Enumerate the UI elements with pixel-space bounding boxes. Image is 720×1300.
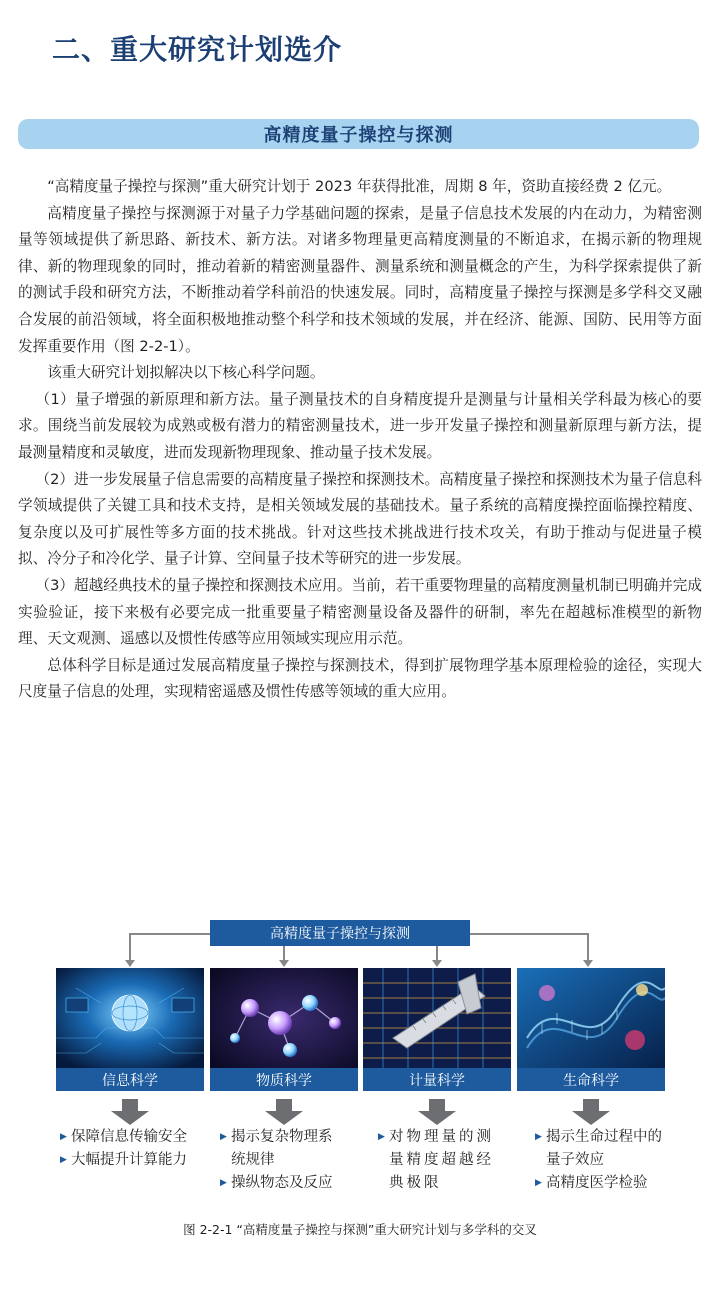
down-arrow-icon <box>418 1099 456 1125</box>
down-arrow-icon <box>111 1099 149 1125</box>
arrowhead-icon <box>432 960 442 967</box>
connector-vertical <box>436 946 438 961</box>
bullet-list-information-science <box>60 1126 220 1172</box>
list-item: ▶ 对物理量的测量精度超越经典极限 <box>378 1126 500 1195</box>
connector-vertical <box>283 946 285 961</box>
triangle-bullet-icon: ▶ <box>378 1132 385 1142</box>
paragraph-background: 高精度量子操控与探测源于对量子力学基础问题的探索，是量子信息技术发展的内在动力，为精密测量等领域提供了新思路、新技术、新方法。对诸多物理量更高精度测量的不断追求，在揭示新的物理规律、新的物理现象的同时，推动着新的精密测量器件、测量系统和测量概念的产生，为科学探索提供了新的测试手段和研究方法，不断推动着学科前沿的快速发展。同时，高精度量子操控与探测是多学科交叉融合发展的前沿领域，将全面积极地推动整个科学和技术领域的发展，并在经济、能源、国防、民用等方面发挥重要作用（图 2-2-1）。 <box>18 204 702 355</box>
list-item: ▶ 揭示复杂物理系统规律 <box>220 1126 344 1172</box>
paragraph-question-3: （3）超越经典技术的量子操控和探测技术应用。当前，若干重要物理量的高精度测量机制已明确并完成实验验证，接下来极有必要完成一批重要量子精密测量设备及器件的研制，率先在超越标准模型的新物理、天文观测、遥感以及惯性传感等应用领域实现应用示范。 <box>18 576 702 648</box>
paragraph-core-questions: 该重大研究计划拟解决以下核心科学问题。 <box>47 364 325 382</box>
panel-life-science <box>517 968 665 1091</box>
bullet-list-material-science <box>220 1126 344 1195</box>
triangle-bullet-icon: ▶ <box>220 1178 227 1188</box>
arrowhead-icon <box>279 960 289 967</box>
bullet-list-metrology-science <box>378 1126 500 1195</box>
panel-material-science <box>210 968 358 1091</box>
metrology-science-image <box>363 968 511 1068</box>
paragraph-intro: “高精度量子操控与探测”重大研究计划于 2023 年获得批准，周期 8 年，资助直接经费 2 亿元。 <box>47 178 672 195</box>
section-title: 高精度量子操控与探测 <box>263 125 454 146</box>
connector-vertical <box>587 933 589 961</box>
triangle-bullet-icon: ▶ <box>60 1155 67 1165</box>
down-arrow-icon <box>265 1099 303 1125</box>
panel-label: 生命科学 <box>517 1068 665 1091</box>
triangle-bullet-icon: ▶ <box>220 1132 227 1142</box>
list-item: ▶ 大幅提升计算能力 <box>60 1149 220 1172</box>
list-item: ▶ 保障信息传输安全 <box>60 1126 220 1149</box>
section-header-bar <box>18 119 699 149</box>
list-item: ▶ 揭示生命过程中的量子效应 <box>535 1126 667 1172</box>
panel-information-science <box>56 968 204 1091</box>
paragraph-goal: 总体科学目标是通过发展高精度量子操控与探测技术，得到扩展物理学基本原理检验的途径，实现大尺度量子信息的处理，实现精密遥感及惯性传感等领域的重大应用。 <box>18 656 702 701</box>
connector-vertical <box>129 933 131 961</box>
triangle-bullet-icon: ▶ <box>60 1132 67 1142</box>
down-arrow-icon <box>572 1099 610 1125</box>
connector-horizontal <box>129 933 210 935</box>
triangle-bullet-icon: ▶ <box>535 1132 542 1142</box>
figure-caption: 图 2-2-1 “高精度量子操控与探测”重大研究计划与多学科的交叉 <box>183 1222 537 1237</box>
paragraph-question-1: （1）量子增强的新原理和新方法。量子测量技术的自身精度提升是测量与计量相关学科最为核心的要求。围绕当前发展较为成熟或极有潜力的精密测量技术，进一步开发量子操控和测量新原理与新方法，提最测量精度和灵敏度，进而发现新物理现象、推动量子技术发展。 <box>18 390 702 461</box>
body-text <box>18 174 702 706</box>
bullet-list-life-science <box>535 1126 667 1195</box>
arrowhead-icon <box>125 960 135 967</box>
panel-label: 物质科学 <box>210 1068 358 1091</box>
panel-metrology-science <box>363 968 511 1091</box>
triangle-bullet-icon: ▶ <box>535 1178 542 1188</box>
life-science-image <box>517 968 665 1068</box>
panel-label: 计量科学 <box>363 1068 511 1091</box>
material-science-image <box>210 968 358 1068</box>
information-science-image <box>56 968 204 1068</box>
paragraph-question-2: （2）进一步发展量子信息需要的高精度量子操控和探测技术。高精度量子操控和探测技术为量子信息科学领域提供了关键工具和技术支持，是相关领域发展的基础技术。量子系统的高精度操控面临操控精度、复杂度以及可扩展性等多方面的技术挑战。针对这些技术挑战进行技术攻关，有助于推动与促进量子模拟、冷分子和冷化学、量子计算、空间量子技术等研究的进一步发展。 <box>18 470 702 568</box>
figure-header: 高精度量子操控与探测 <box>210 920 470 946</box>
connector-horizontal <box>470 933 588 935</box>
arrowhead-icon <box>583 960 593 967</box>
list-item: ▶ 高精度医学检验 <box>535 1172 667 1195</box>
figure-2-2-1 <box>0 900 720 1260</box>
panel-label: 信息科学 <box>56 1068 204 1091</box>
list-item: ▶ 操纵物态及反应 <box>220 1172 344 1195</box>
page-title: 二、重大研究计划选介 <box>52 33 343 66</box>
